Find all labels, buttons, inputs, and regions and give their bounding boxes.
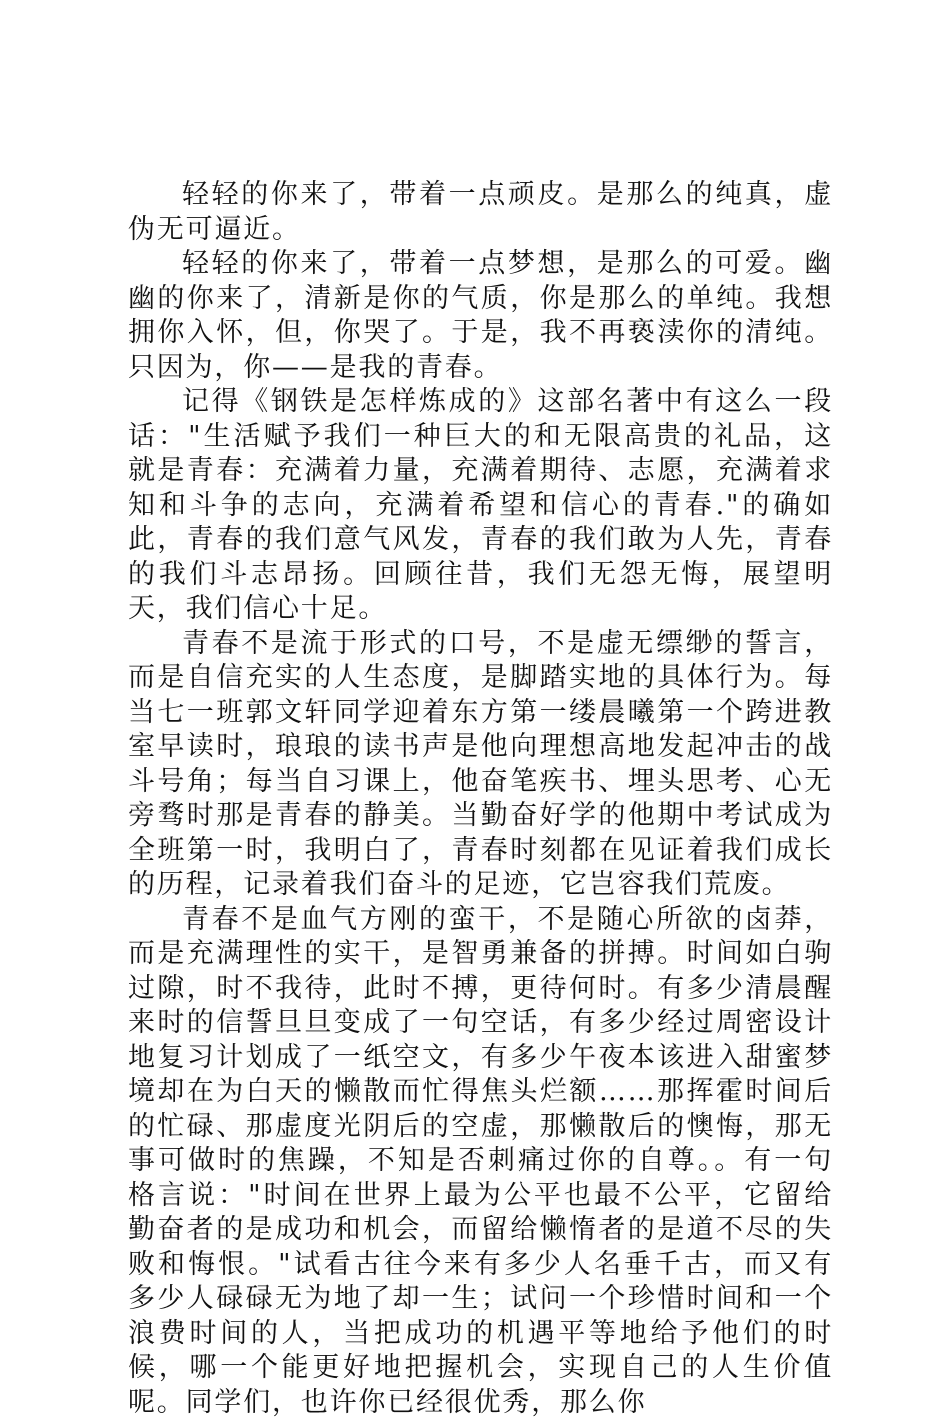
paragraph-3: 记得《钢铁是怎样炼成的》这部名著中有这么一段话："生活赋予我们一种巨大的和无限高贵的礼品，这就是青春：充满着力量，充满着期待、志愿，充满着求知和斗争的志向，充满着希望和信心的青春."的确如此，青春的我们意气风发，青春的我们敢为人先，青春的我们斗志昂扬。回顾往昔，我们无怨无悔，展望明天，我们信心十足。 (128, 385, 833, 627)
paragraph-1: 轻轻的你来了，带着一点顽皮。是那么的纯真，虚伪无可逼近。 (128, 178, 833, 247)
paragraph-5: 青春不是血气方刚的蛮干，不是随心所欲的卤莽，而是充满理性的实干，是智勇兼备的拼搏。时间如白驹过隙，时不我待，此时不搏，更待何时。有多少清晨醒来时的信誓旦旦变成了一句空话，有多少经过周密设计地复习计划成了一纸空文，有多少午夜本该进入甜蜜梦境却在为白天的懒散而忙得焦头烂额……那挥霍时间后的忙碌、那虚度光阴后的空虚，那懒散后的懊悔，那无事可做时的焦躁，不知是否刺痛过你的自尊。。有一句格言说："时间在世界上最为公平也最不公平，它留给勤奋者的是成功和机会，而留给懒惰者的是道不尽的失败和悔恨。"试看古往今来有多少人名垂千古，而又有多少人碌碌无为地了却一生；试问一个珍惜时间和一个浪费时间的人，当把成功的机遇平等地给予他们的时候，哪一个能更好地把握机会，实现自己的人生价值呢。同学们，也许你已经很优秀，那么你 (128, 903, 833, 1420)
paragraph-2: 轻轻的你来了，带着一点梦想，是那么的可爱。幽幽的你来了，清新是你的气质，你是那么的单纯。我想拥你入怀，但，你哭了。于是，我不再亵渎你的清纯。只因为，你——是我的青春。 (128, 247, 833, 385)
paragraph-4: 青春不是流于形式的口号，不是虚无缥缈的誓言，而是自信充实的人生态度，是脚踏实地的具体行为。每当七一班郭文轩同学迎着东方第一缕晨曦第一个跨进教室早读时，琅琅的读书声是他向理想高地发起冲击的战斗号角；每当自习课上，他奋笔疾书、埋头思考、心无旁骛时那是青春的静美。当勤奋好学的他期中考试成为全班第一时，我明白了，青春时刻都在见证着我们成长的历程，记录着我们奋斗的足迹，它岂容我们荒废。 (128, 627, 833, 903)
document-body (128, 178, 833, 1420)
